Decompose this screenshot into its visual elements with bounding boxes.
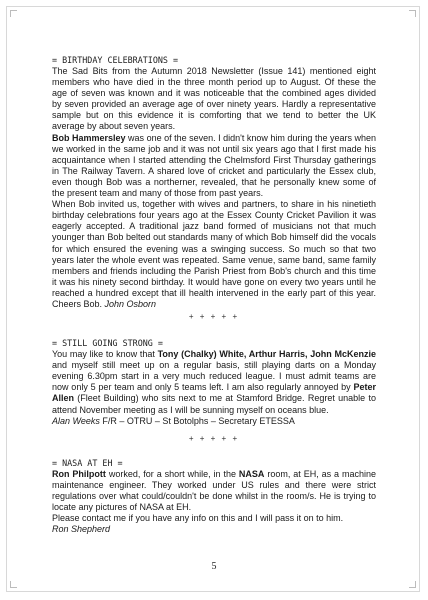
birthday-section bbox=[52, 55, 376, 322]
corner-mark bbox=[409, 581, 416, 588]
paragraph-text: was one of the seven. I didn't know him during the years when we worked in the same job and it was not until six years ago that I first made his acquaintance when I started attending the Chelmsford First Thursday gatherings in The Railway Tavern. A shared love of cricket and particularly the Essex club, even though Bob was a northerner, revealed, that he personally knew some of the present team and many of those from past years. bbox=[52, 132, 376, 199]
person-name: Ron Philpott bbox=[52, 468, 106, 479]
signature-line bbox=[52, 416, 376, 427]
still-going-section bbox=[52, 338, 376, 444]
section-heading: = NASA AT EH = bbox=[52, 457, 123, 468]
paragraph bbox=[52, 133, 376, 200]
paragraph-text: (Fleet Building) who sits next to me at Stamford Bridge. Regret unable to attend November meeting as I will be sunning myself on oceans blue. bbox=[52, 393, 376, 415]
paragraph bbox=[52, 469, 376, 513]
signature-roles: F/R – OTRU – St Botolphs – Secretary ETESSA bbox=[99, 415, 295, 426]
corner-mark bbox=[10, 581, 17, 588]
signature: John Osborn bbox=[104, 298, 157, 309]
paragraph-text: You may like to know that bbox=[52, 349, 158, 360]
room-name: NASA bbox=[238, 468, 265, 479]
person-names: Tony (Chalky) White, Arthur Harris, John McKenzie bbox=[157, 349, 376, 360]
section-separator: + + + + + bbox=[188, 433, 240, 443]
corner-mark bbox=[409, 10, 416, 17]
paragraph: The Sad Bits from the Autumn 2018 Newsletter (Issue 141) mentioned eight members who have died in the three month period up to August. Of these the age of seven was known and it was noticeable that the combined ages divided by seven provided an average age of over ninety years. Hardly a representative sample but on this evidence it is comforting that we tend to better the UK average by about seven years. bbox=[52, 66, 376, 132]
section-heading: = STILL GOING STRONG = bbox=[52, 338, 163, 349]
paragraph-text: worked, for a short while, in the bbox=[105, 468, 239, 479]
corner-mark bbox=[10, 10, 17, 17]
paragraph bbox=[52, 349, 376, 416]
section-separator: + + + + + bbox=[188, 312, 240, 322]
signature: Ron Shepherd bbox=[52, 524, 111, 535]
newsletter-content bbox=[52, 55, 376, 535]
signature: Alan Weeks bbox=[52, 415, 100, 426]
person-name: Bob Hammersley bbox=[52, 132, 126, 143]
paragraph: Please contact me if you have any info on this and I will pass it on to him. bbox=[52, 513, 344, 524]
person-name: Peter Allen bbox=[52, 382, 376, 404]
paragraph-text: When Bob invited us, together with wives and partners, to share in his ninetieth birthday celebrations four years ago at the Essex County Cricket Pavilion it was eagerly accepted. A traditional jazz band formed of musicians not that much younger than Bob belted out standards many of which Bob himself did the vocals for which ensured the evening was a swinging success. So much so that two years later the whole event was repeated. Same venue, same band, same family members and friends including the Parish Priest from Bob's church and this time it was his ninety second birthday. It would have gone on every two years until he reached a hundred except that ill health intervened in the early part of this year. Cheers Bob. bbox=[52, 199, 376, 309]
paragraph-text: room, at EH, as a machine maintenance engineer. They worked under US rules and there were strict regulations over what could/couldn't be done whilst in the room/s. He is trying to locate any pictures of NASA at EH. bbox=[52, 468, 377, 512]
page-number: 5 bbox=[211, 561, 217, 572]
paragraph bbox=[52, 199, 376, 310]
paragraph-text: and myself still meet up on a regular basis, still playing darts on a Monday evening 6.30pm start in a very much reduced league. I must admit teams are now only 5 per team and only 5 teams left. I am also regularly annoyed by bbox=[52, 360, 376, 393]
nasa-section bbox=[52, 458, 376, 536]
section-heading: = BIRTHDAY CELEBRATIONS = bbox=[52, 55, 179, 65]
